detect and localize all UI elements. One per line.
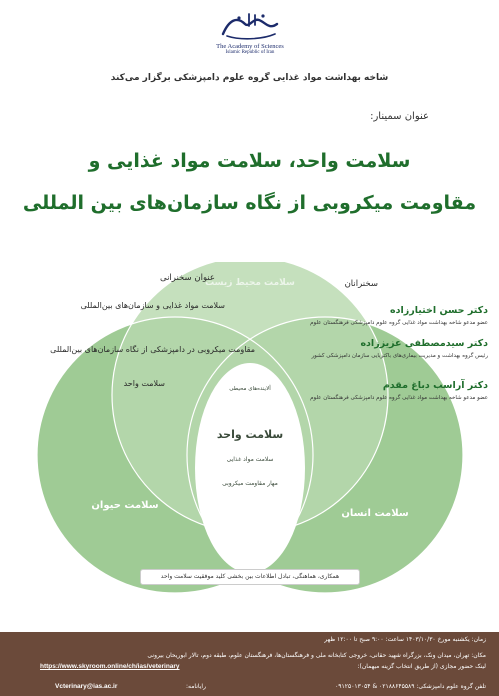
- event-time: زمان: یکشنبه مورخ ۱۴۰۳/۱۰/۳۰ ساعت: ۹:۰۰ صبح تا ۱۲:۰۰ ظهر: [324, 636, 486, 643]
- speaker-affiliation: عضو مدعو شاخه بهداشت مواد غذایی گروه علوم دامپزشکی فرهنگستان علوم: [310, 320, 488, 326]
- email-label: رایانامه:: [185, 683, 206, 690]
- academy-logo: [208, 10, 292, 68]
- seminar-title-line-1: سلامت واحد، سلامت مواد غذایی و: [88, 150, 411, 172]
- environmental-pollutants-label: آلاینده‌های محیطی: [229, 386, 271, 392]
- speaker-affiliation: رئیس گروه بهداشت و مدیریت بیماری‌های باکتریایی سازمان دامپزشکی کشور: [311, 353, 488, 359]
- skyroom-link[interactable]: https://www.skyroom.online/ch/ias/veterinary: [40, 663, 180, 670]
- seminar-label: عنوان سمینار:: [370, 111, 429, 122]
- center-food-safety-item: سلامت مواد غذایی: [226, 456, 274, 463]
- environment-health-label: سلامت محیط زیست: [205, 278, 295, 288]
- topic-item: سلامت مواد غذایی و سازمان‌های بین‌المللی: [80, 301, 225, 310]
- center-amr-item: مهار مقاومت میکروبی: [222, 480, 278, 487]
- contact-email-link[interactable]: Vcterinary@ias.ac.ir: [55, 683, 118, 690]
- logo-english-name: The Academy of Sciences: [216, 43, 284, 50]
- speaker-affiliation: عضو مدعو شاخه بهداشت مواد غذایی گروه علوم دامپزشکی فرهنگستان علوم: [310, 395, 488, 401]
- topic-item: سلامت واحد: [123, 379, 165, 388]
- topic-item: مقاومت میکروبی در دامپزشکی از نگاه سازمان‌های بین‌المللی: [50, 345, 255, 354]
- logo-english-country: Islamic Republic of Iran: [225, 50, 275, 55]
- animal-health-label: سلامت حیوان: [91, 500, 159, 511]
- contact-phone: تلفن گروه علوم دامپزشکی: ۰۲۱۸۸۶۴۵۵۸۹ & ۰۹۱۲۵۰۱۳۰۵۴: [335, 683, 486, 690]
- collaboration-banner: همکاری، هماهنگی، تبادل اطلاعات بین بخشی کلید موفقیت سلامت واحد: [140, 569, 360, 585]
- one-health-center-title: سلامت واحد: [216, 428, 284, 441]
- speaker-name: دکتر سیدمصطفی عزیززاده: [360, 338, 488, 349]
- event-info-footer: [0, 632, 499, 696]
- speaker-name: دکتر حسن اختیارزاده: [390, 305, 488, 316]
- academy-calligraphy-logo-icon: [219, 10, 281, 42]
- event-place: مکان: تهران، میدان ونک، بزرگراه شهید حقانی، خروجی کتابخانه ملی و فرهنگستان‌ها، فرهنگستان علوم، طبقه دوم، تالار ابوریحان بیرونی: [147, 652, 486, 659]
- topics-heading: عنوان سخنرانی: [159, 273, 215, 283]
- speaker-name: دکتر آراسب دباغ مقدم: [382, 380, 488, 391]
- zoonotic-diseases-label: بیماری‌های مشترک بین انسان و دام: [223, 521, 277, 536]
- seminar-title-line-2: مقاومت میکروبی از نگاه سازمان‌های بین المللی: [22, 192, 477, 214]
- organizer-line: شاخه بهداشت مواد غذایی گروه علوم دامپزشکی برگزار می‌کند: [110, 73, 389, 83]
- speakers-heading: سخنرانان: [344, 279, 378, 289]
- human-health-label: سلامت انسان: [341, 508, 409, 519]
- online-attendance-label: لینک حضور مجازی (از طریق انتخاب گزینه میهمان):: [357, 663, 486, 670]
